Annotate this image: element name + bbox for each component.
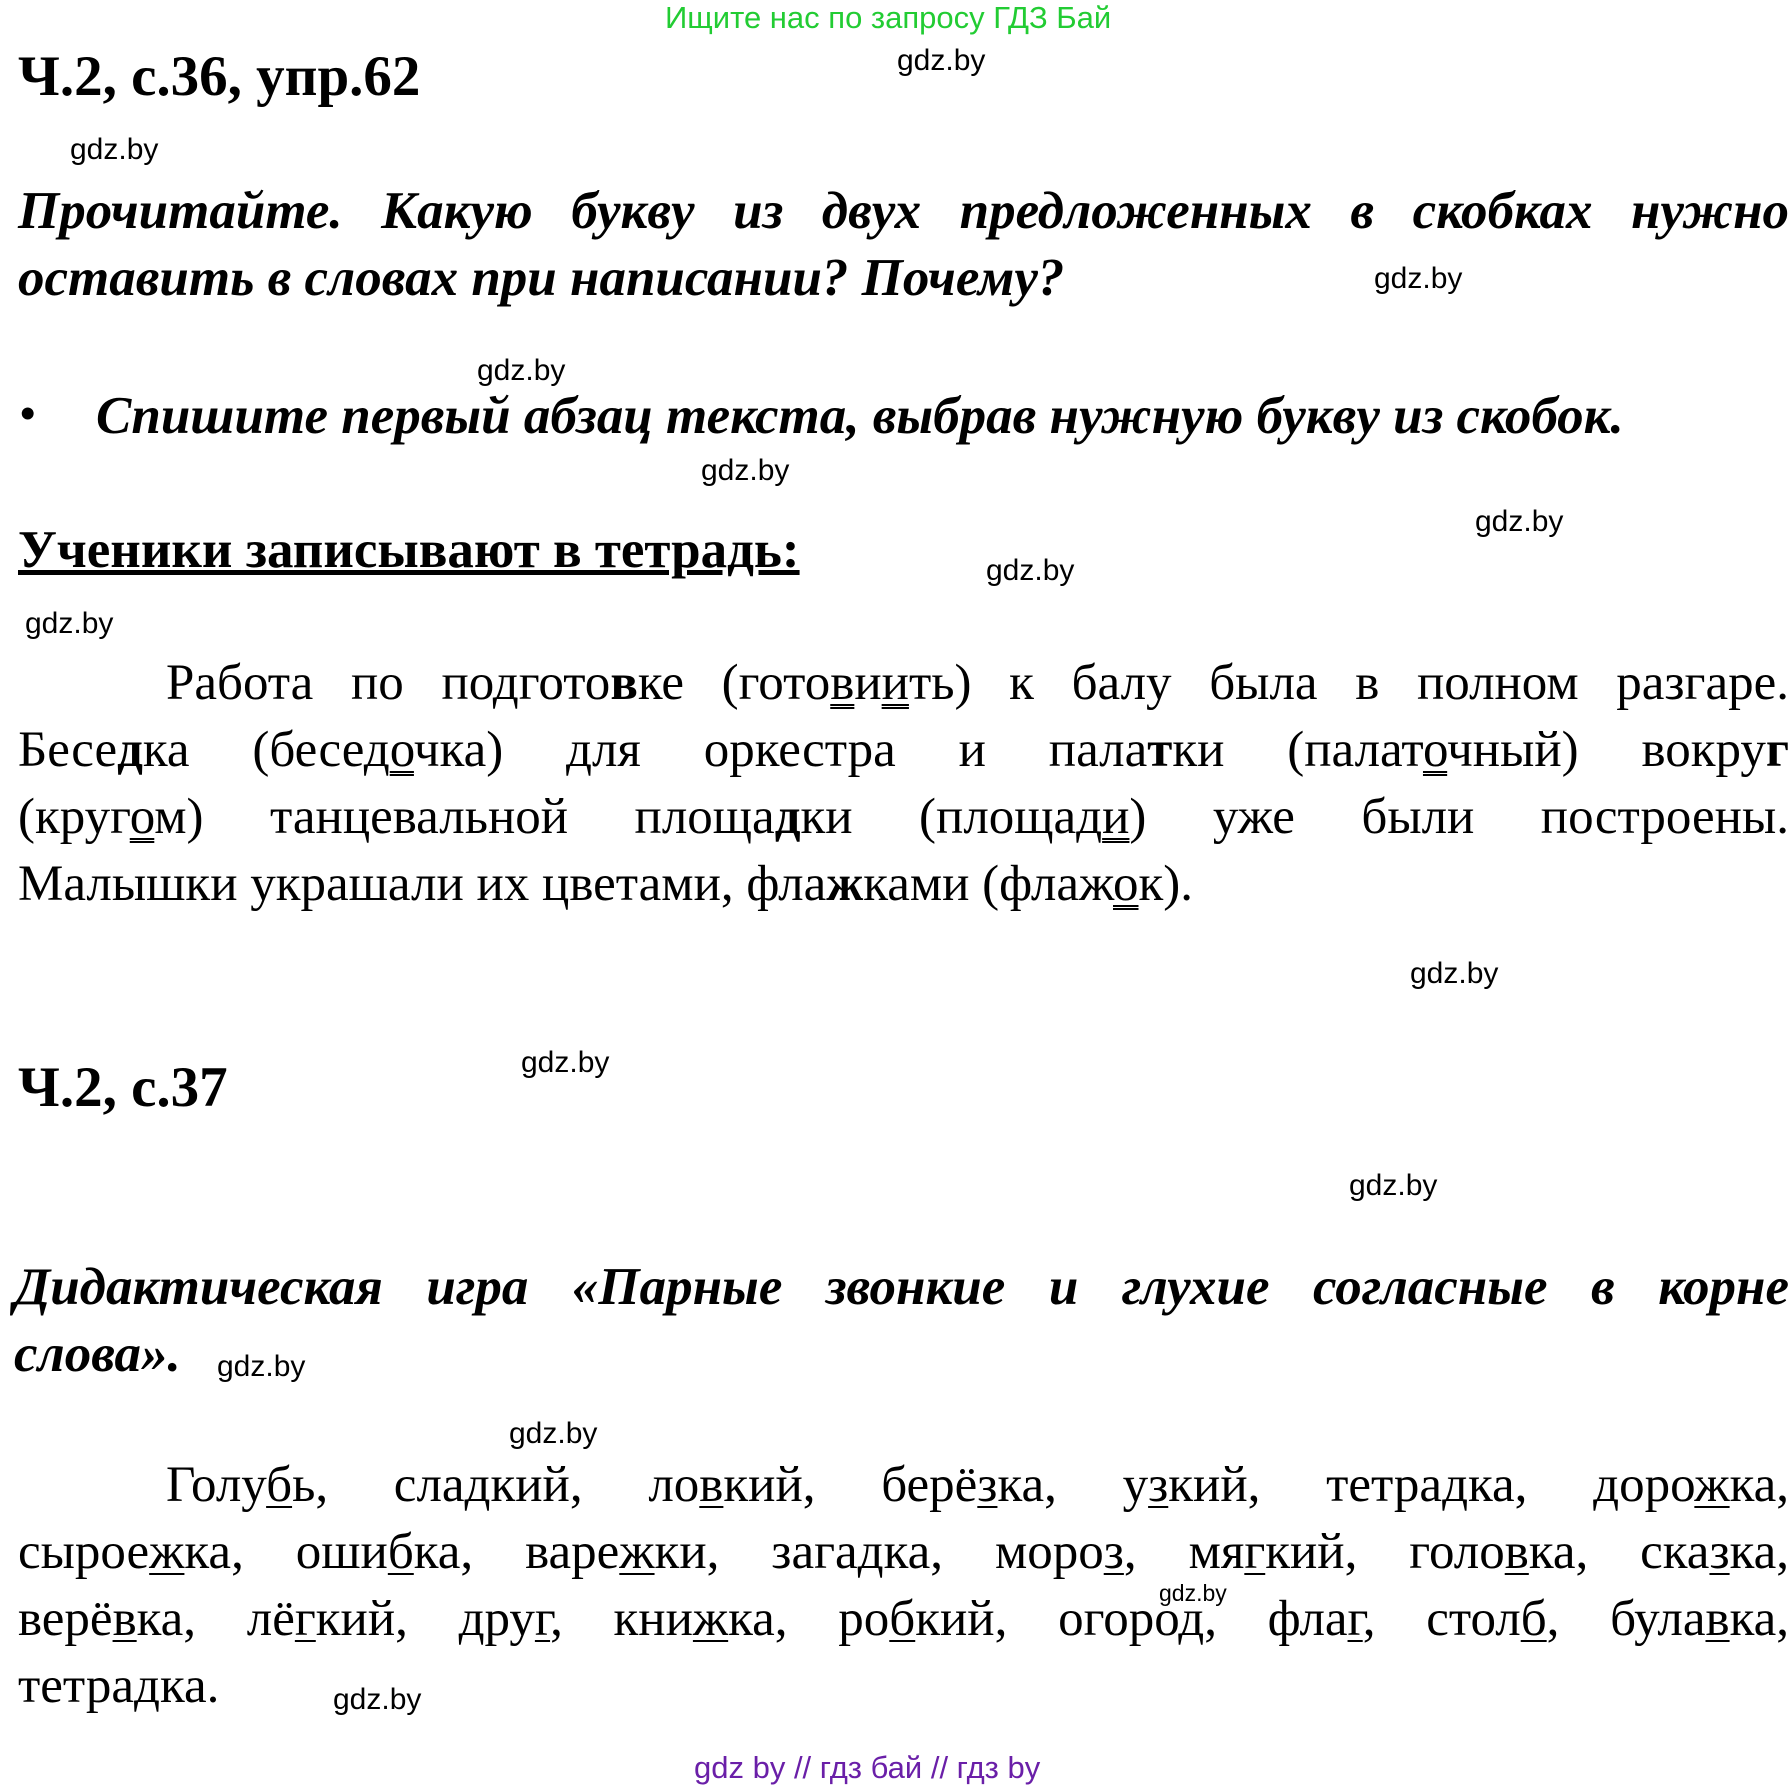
game-title-line: слова». [14, 1325, 181, 1383]
watermark: gdz.by [217, 1350, 306, 1383]
top-banner: Ищите нас по запросу ГДЗ Бай [665, 0, 1112, 35]
watermark: gdz.by [25, 607, 114, 640]
footer-links: gdz by // гдз бай // гдз by [694, 1750, 1041, 1785]
bullet-instruction: Спишите первый абзац текста, выбрав нужную букву из скобок. [96, 387, 1624, 445]
text-line: верёвка, лёгкий, друг, книжка, робкий, огород, флаг, столб, булавка, [18, 1591, 1789, 1647]
watermark: gdz.by [509, 1417, 598, 1450]
watermark: gdz.by [897, 44, 986, 77]
text-line: Работа по подготовке (готовиить) к балу была в полном разгаре. [166, 655, 1789, 711]
watermark: gdz.by [701, 454, 790, 487]
watermark: gdz.by [1159, 1580, 1227, 1606]
watermark: gdz.by [1374, 262, 1463, 295]
text-line: Голубь, сладкий, ловкий, берёзка, узкий, тетрадка, дорожка, [166, 1457, 1789, 1513]
instruction-line: оставить в словах при написании? Почему? [18, 249, 1065, 307]
answer-paragraph [18, 650, 1789, 918]
subheading: Ученики записывают в тетрадь: [18, 521, 800, 579]
section-heading: Ч.2, с.37 [18, 1056, 228, 1119]
bullet-point: • [20, 389, 36, 438]
watermark: gdz.by [70, 133, 159, 166]
exercise-instruction [18, 178, 1789, 311]
text-line: тетрадка. [18, 1658, 220, 1714]
watermark: gdz.by [986, 554, 1075, 587]
word-list [18, 1452, 1789, 1720]
watermark: gdz.by [521, 1046, 610, 1079]
instruction-line: Прочитайте. Какую букву из двух предложенных в скобках нужно [18, 182, 1789, 240]
text-line: (кругом) танцевальной площадки (площади) уже были построены. [18, 789, 1789, 845]
text-line: Малышки украшали их цветами, флажками (флажок). [18, 856, 1194, 912]
watermark: gdz.by [477, 354, 566, 387]
watermark: gdz.by [1410, 957, 1499, 990]
watermark: gdz.by [1475, 505, 1564, 538]
section-heading: Ч.2, с.36, упр.62 [18, 45, 421, 108]
watermark: gdz.by [333, 1683, 422, 1716]
text-line: сыроежка, ошибка, варежки, загадка, мороз, мягкий, головка, сказка, [18, 1524, 1789, 1580]
game-title-line: Дидактическая игра «Парные звонкие и глухие согласные в корне [14, 1258, 1789, 1316]
watermark: gdz.by [1349, 1169, 1438, 1202]
text-line: Беседка (беседочка) для оркестра и палатки (палаточный) вокруг [18, 722, 1789, 778]
